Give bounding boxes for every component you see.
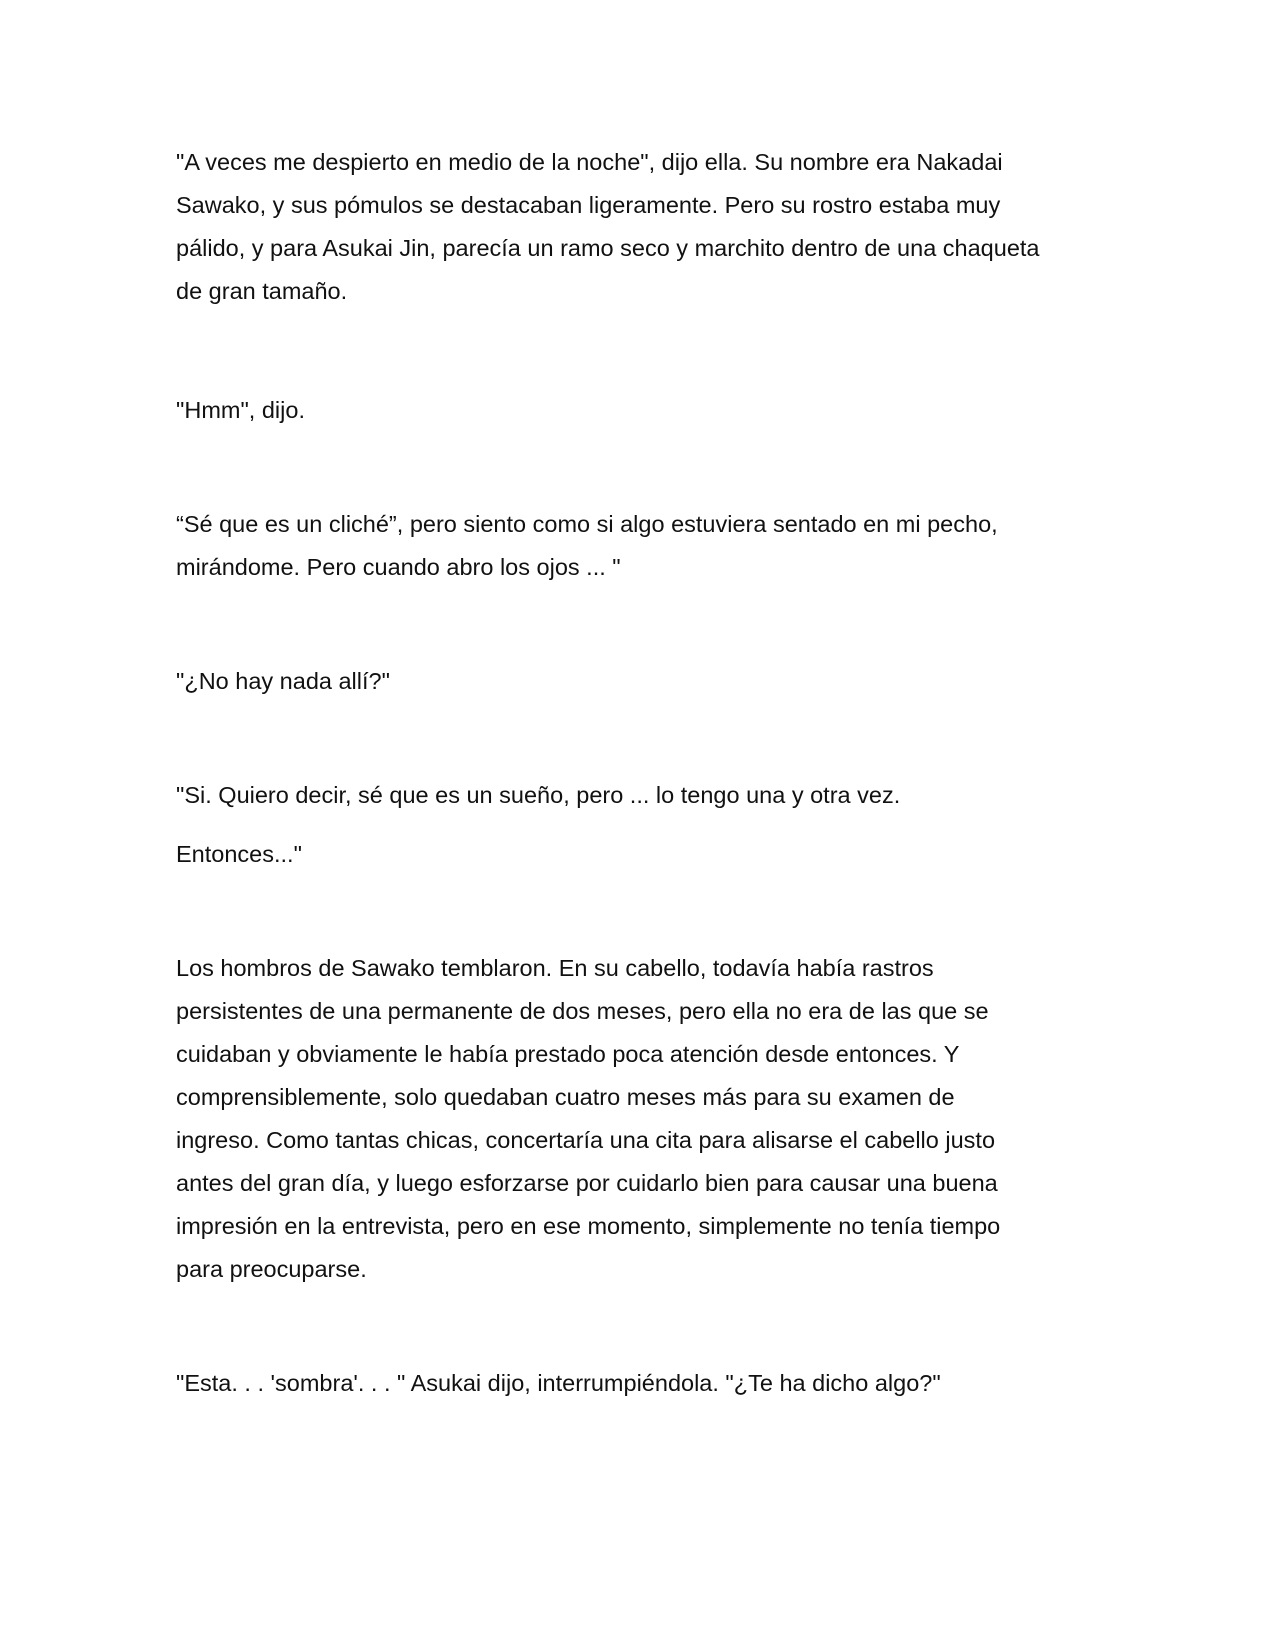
text-line: pálido, y para Asukai Jin, parecía un ramo seco y marchito dentro de una chaqueta <box>176 235 1040 261</box>
text-line: ingreso. Como tantas chicas, concertaría una cita para alisarse el cabello justo <box>176 1127 996 1153</box>
text-line: "Esta. . . 'sombra'. . . " Asukai dijo, interrumpiéndola. "¿Te ha dicho algo?" <box>176 1370 941 1396</box>
paragraph-3 <box>176 503 1106 589</box>
text-line: Entonces..." <box>176 841 302 867</box>
text-line: "A veces me despierto en medio de la noche", dijo ella. Su nombre era Nakadai <box>176 149 1003 175</box>
paragraph-4 <box>176 660 1106 703</box>
document-page <box>176 141 1106 1405</box>
text-line: persistentes de una permanente de dos meses, pero ella no era de las que se <box>176 998 989 1024</box>
text-line: "¿No hay nada allí?" <box>176 668 390 694</box>
paragraph-6 <box>176 833 1106 876</box>
text-line: mirándome. Pero cuando abro los ojos ... " <box>176 554 621 580</box>
text-line: “Sé que es un cliché”, pero siento como si algo estuviera sentado en mi pecho, <box>176 511 998 537</box>
text-line: "Si. Quiero decir, sé que es un sueño, pero ... lo tengo una y otra vez. <box>176 782 901 808</box>
text-line: cuidaban y obviamente le había prestado poca atención desde entonces. Y <box>176 1041 960 1067</box>
text-line: Los hombros de Sawako temblaron. En su cabello, todavía había rastros <box>176 955 934 981</box>
paragraph-1 <box>176 141 1106 313</box>
paragraph-7 <box>176 947 1106 1291</box>
text-line: Sawako, y sus pómulos se destacaban ligeramente. Pero su rostro estaba muy <box>176 192 1001 218</box>
paragraph-8 <box>176 1362 1106 1405</box>
paragraph-2 <box>176 389 1106 432</box>
text-line: impresión en la entrevista, pero en ese momento, simplemente no tenía tiempo <box>176 1213 1001 1239</box>
text-line: comprensiblemente, solo quedaban cuatro meses más para su examen de <box>176 1084 955 1110</box>
text-line: para preocuparse. <box>176 1256 367 1282</box>
paragraph-5 <box>176 774 1106 817</box>
text-line: de gran tamaño. <box>176 278 348 304</box>
text-line: antes del gran día, y luego esforzarse por cuidarlo bien para causar una buena <box>176 1170 998 1196</box>
text-line: "Hmm", dijo. <box>176 397 305 423</box>
